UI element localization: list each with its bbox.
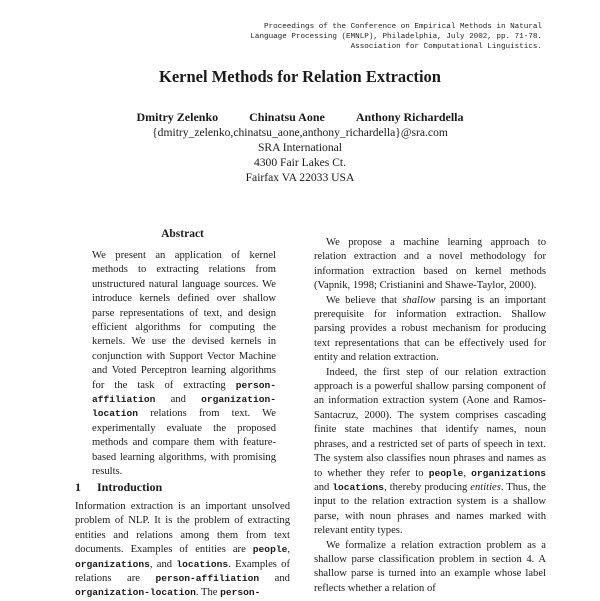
intro-text: and bbox=[259, 573, 290, 585]
paragraph-text: parsing is an important prerequisite for information extraction. Shallow parsing provides a robust mechanism for producing text representations that can be effectively used for entity and relation extraction. bbox=[314, 294, 546, 364]
abstract-text: and bbox=[155, 394, 202, 406]
entity-term: organizations bbox=[471, 467, 546, 479]
paper-title: Kernel Methods for Relation Extraction bbox=[159, 67, 441, 86]
paragraph bbox=[314, 294, 546, 366]
paragraph-text: Indeed, the first step of our relation extraction approach is a powerful shallow parsing component of an information extraction system (Aone and Ramos-Santacruz, 2000). The system comprises cascading finite state machines that identify names, noun phrases, and a restricted set of parts of speech in text. The system also classifies noun phrases and names as to whether they refer to bbox=[314, 366, 546, 479]
intro-text: . Examples of relations are bbox=[75, 558, 290, 585]
street-address: 4300 Fair Lakes Ct. bbox=[253, 156, 347, 169]
organization-name: SRA International bbox=[257, 141, 343, 154]
author-name: Dmitry Zelenko bbox=[136, 110, 219, 124]
relation-term: person-affiliation bbox=[155, 573, 260, 585]
paragraph-text: , bbox=[463, 467, 472, 479]
affiliation-block bbox=[0, 125, 600, 185]
city-address: Fairfax VA 22033 USA bbox=[245, 171, 355, 184]
entity-term: locations bbox=[332, 481, 385, 493]
entity-term: locations bbox=[176, 558, 229, 570]
paragraph bbox=[314, 366, 546, 539]
paragraph: We propose a machine learning approach to relation extraction and a novel methodology for information extraction based on kernel methods (Vapnik, 1998; Cristianini and Shawe-Taylor, 2000). bbox=[314, 237, 546, 292]
author-emails: {dmitry_zelenko,chinatsu_aone,anthony_richardella}@sra.com bbox=[152, 126, 448, 139]
emphasis-term: shallow bbox=[402, 294, 436, 306]
paragraph-text: and bbox=[314, 481, 333, 493]
paragraph: We formalize a relation extraction problem as a shallow parse classification problem in section 4. A shallow parse is turned into an example whose label reflects whether a relation of bbox=[314, 539, 546, 594]
intro-text: Information extraction is an important unsolved problem of NLP. It is the problem of extracting entities and relations among them from text documents. Examples of entities are bbox=[75, 501, 290, 556]
section-heading bbox=[75, 480, 290, 495]
author-name: Anthony Richardella bbox=[355, 110, 464, 124]
paragraph-text: , thereby producing bbox=[384, 481, 471, 493]
paragraph-text: . Thus, the input to the relation extraction system is a shallow parse, with noun phrases and names marked with relevant entity types. bbox=[314, 481, 546, 537]
entity-term: organizations bbox=[75, 558, 150, 570]
emphasis-term: entities bbox=[470, 481, 501, 493]
author-list bbox=[0, 110, 600, 125]
relation-term: organization-location bbox=[92, 394, 276, 420]
proceedings-note bbox=[182, 22, 542, 52]
abstract-heading: Abstract bbox=[161, 228, 204, 240]
paragraph-text: We believe that bbox=[326, 294, 403, 306]
proceedings-line-1: Proceedings of the Conference on Empirical Methods in Natural bbox=[264, 23, 542, 31]
intro-text: , bbox=[287, 544, 290, 556]
entity-term: people bbox=[428, 467, 464, 479]
relation-term: person- bbox=[220, 587, 261, 599]
abstract-text: We present an application of kernel methods to extracting relations from unstructured natural language sources. We introduce kernels defined over shallow parse representations of text, and design efficient algorithms for computing the kernels. We use the devised kernels in conjunction with Support Vector Machine and Voted Perceptron learning algorithms for the task of extracting bbox=[92, 250, 276, 391]
section-number: 1 bbox=[75, 480, 81, 494]
intro-text: , and bbox=[149, 558, 177, 570]
proceedings-line-3: Association for Computational Linguistics. bbox=[350, 43, 542, 51]
introduction-body bbox=[75, 500, 290, 601]
abstract-body bbox=[92, 249, 276, 480]
relation-term: organization-location bbox=[75, 587, 196, 599]
right-column bbox=[314, 236, 546, 596]
relation-term: person-affiliation bbox=[92, 379, 276, 406]
section-title: Introduction bbox=[97, 480, 163, 494]
proceedings-line-2: Language Processing (EMNLP), Philadelphia, July 2002, pp. 71-78. bbox=[250, 33, 542, 41]
author-name: Chinatsu Aone bbox=[249, 110, 325, 124]
intro-text: . The bbox=[195, 587, 221, 599]
abstract-text: relations from text. We experimentally evaluate the proposed methods and compare them with feature-based learning algorithms, with promising results. bbox=[92, 408, 276, 478]
entity-term: people bbox=[252, 544, 288, 556]
